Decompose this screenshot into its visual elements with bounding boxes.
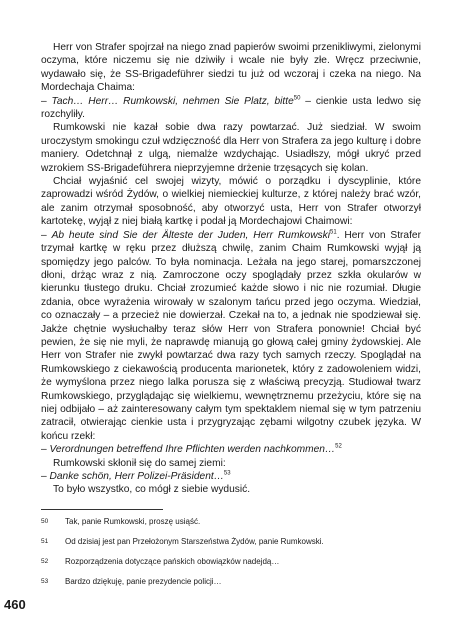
paragraph-3: Rumkowski nie kazał sobie dwa razy powtarzać. Już siedział. W swoim uroczystym smokingu czuł wdzięczność dla Herr von Strafera za jego kulturę i dobre maniery. Odetchnął z ulgą, niemalże wzdychając. Usiadłszy, mógł ukryć przed wzrokiem SS-Brigadeführera nieprzyjemne drżenie trzęsących się kolan. [41,122,421,174]
dialog-dash: – [41,95,52,107]
footnote-text: Tak, panie Rumkowski, proszę usiąść. [65,517,201,526]
german-quote: Ab heute sind Sie der Älteste der Juden, Herr Rumkowski [51,229,330,241]
footnotes [41,517,421,597]
footnote-text: Od dzisiaj jest pan Przełożonym Starszeństwa Żydów, panie Rumkowski. [65,537,324,546]
footnote-ref[interactable]: 53 [223,470,231,477]
paragraph-text: . Herr von Strafer trzymał kartkę w ręku przez dłuższą chwilę, zanim Chaim Rumkowski wyjął ją spomiędzy jego palców. To była nominacja. Leżała na jego starej, pomarszczonej dłoni, drżąc wraz z nią. Zamroczone oczy spoglądały przez szkła okularów w kierunku tłustego druku. Chciał zrozumieć każde słowo i nic nie rozumiał. Długie zdania, obce wyrażenia wirowały w szalonym tańcu przed jego oczyma. Wiedział, co oznaczały – a przecież nie dowierzał. Czekał na to, a jednak nie spodziewał się. Jakże chętnie wysłuchałby teraz słów Herr von Strafera ponownie! Chciał być pewien, że się nie myli, że naprawdę mianują go głową całej gminy żydowskiej. Ale Herr von Strafer nie zwykł powtarzać dwa razy tych samych rzeczy. Spoglądał na Rumkowskiego z ciekawością producenta marionetek, który z zadowoleniem widzi, że wymyślona przez niego lalka porusza się z właściwą precyzją. Studiował twarz Rumkowskiego, przyglądając się wielkiemu, wewnętrznemu przeżyciu, które się na niej odbijało – aż zainteresowany całym tym spektaklem niemal się w tym patrzeniu zatracił, otwierając cienkie usta i przygryzając zębami wilgotny czubek języka. W końcu rzekł: [41,229,421,442]
german-quote: Verordnungen betreffend Ihre Pflichten werden nachkommen… [49,444,336,456]
footnote-number: 50 [41,518,49,525]
german-quote: Tach… Herr… Rumkowski, nehmen Sie Platz, bitte [51,95,294,107]
footnote-ref[interactable]: 52 [335,443,342,450]
footnote-number: 52 [41,558,49,565]
dialog-dash: – [41,444,50,456]
dialog-dash: – [41,471,50,482]
footnote-ref[interactable]: 50 [293,95,301,102]
body-text [41,41,421,497]
paragraph-9: To było wszystko, co mógł z siebie wydusić. [53,484,251,496]
footnote-divider [41,509,163,510]
paragraph-8 [41,470,421,483]
paragraph-2 [41,95,421,122]
footnote-number: 51 [41,538,49,545]
footnote-51 [41,537,421,547]
page-number: 460 [4,597,26,612]
footnote-ref[interactable]: 51 [330,229,337,236]
paragraph-7: Rumkowski skłonił się do samej ziemi: [53,457,226,469]
footnote-50 [41,517,421,527]
footnote-text: Bardzo dziękuję, panie prezydencie policji… [65,577,222,586]
paragraph-6 [41,443,421,456]
footnote-52 [41,557,421,567]
dialog-dash: – [41,229,52,241]
paragraph-5 [41,229,421,444]
footnote-text: Rozporządzenia dotyczące pańskich obowiązków nadejdą… [65,557,280,566]
paragraph-1: Herr von Strafer spojrzał na niego znad papierów swoimi przenikliwymi, zielonymi oczyma, które niczemu się nie dziwiły i wcale nie były złe. Wręcz przeciwnie, wydawało się, że SS-Brigadeführer siedzi tu już od wczoraj i czeka na niego. Na Mordechaja Chaima: [41,42,421,94]
footnote-number: 53 [41,578,49,585]
german-quote: Danke schön, Herr Polizei-Präsident… [49,471,224,482]
paragraph-text: – cienkie usta ledwo się rozchyliły. [41,95,421,121]
footnote-53 [41,577,421,587]
paragraph-4: Chciał wyjaśnić cel swojej wizyty, mówić o porządku i dyscyplinie, które zaprowadzi wśród Żydów, o wielkiej niemieckiej kulturze, z której należy brać wzór, ale zanim otrzymał sposobność, aby otworzyć usta, Herr von Strafer otworzył kartotekę, wyjął z niej białą kartkę i podał ją Mordechajowi Chaimowi: [41,176,421,228]
